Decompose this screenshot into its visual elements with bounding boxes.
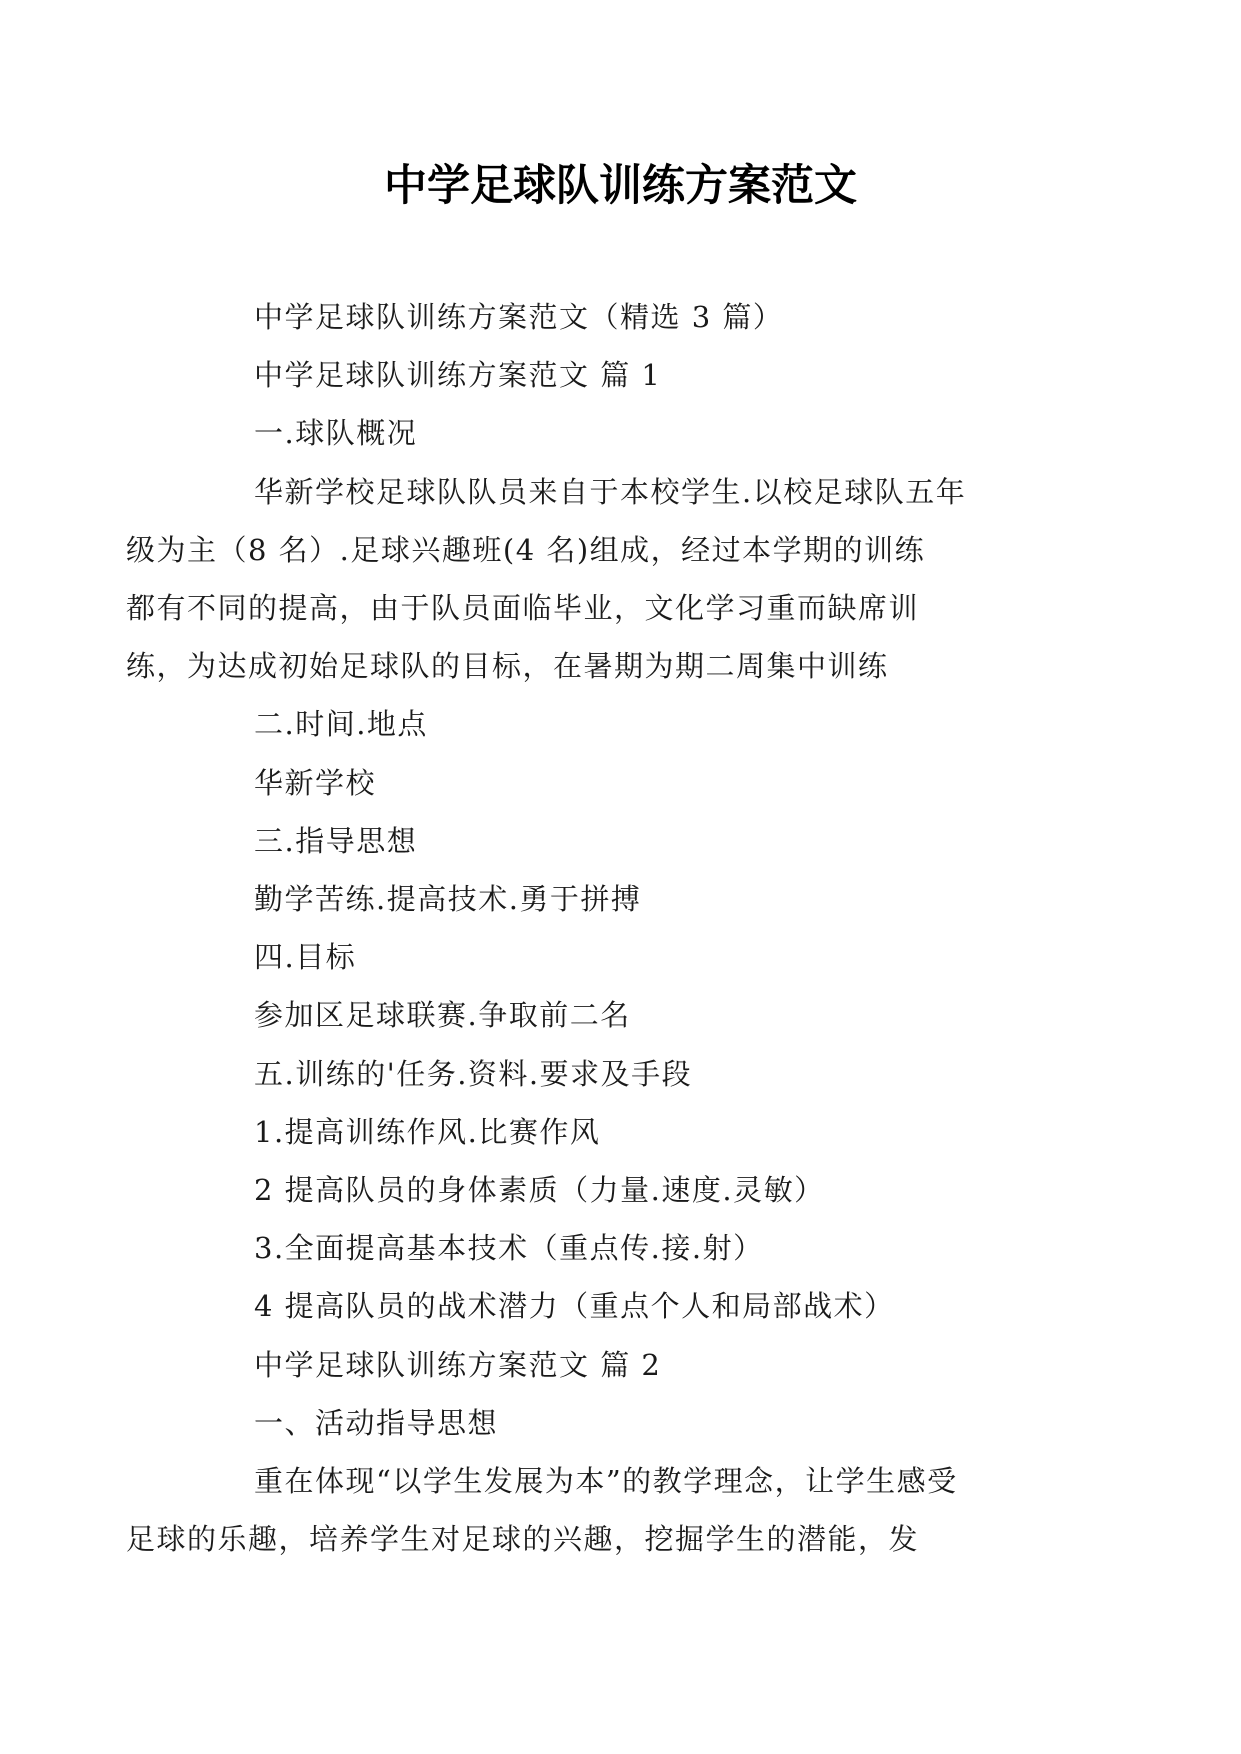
paragraph-line: 华新学校足球队队员来自于本校学生.以校足球队五年 [254,474,967,509]
paragraph-line: 一.球队概况 [254,416,418,451]
paragraph-line: 二.时间.地点 [254,707,428,742]
paragraph [190,1045,1050,1103]
document-body [126,288,1050,1568]
paragraph [190,695,1050,753]
paragraph-line: 参加区足球联赛.争取前二名 [254,998,631,1033]
document-title: 中学足球队训练方案范文 [384,161,857,211]
paragraph-line: 1.提高训练作风.比赛作风 [254,1114,601,1149]
paragraph [190,346,1050,404]
paragraph [190,928,1050,986]
paragraph-line: 四.目标 [254,940,357,975]
paragraph [190,1219,1050,1277]
paragraph [190,1161,1050,1219]
paragraph-line: 2 提高队员的身体素质（力量.速度.灵敏） [254,1173,825,1208]
paragraph [126,1452,1050,1568]
paragraph-line: 一、活动指导思想 [254,1405,499,1440]
paragraph-line: 练，为达成初始足球队的目标，在暑期为期二周集中训练 [126,649,889,684]
paragraph-line: 3.全面提高基本技术（重点传.接.射） [254,1231,764,1266]
paragraph-line: 都有不同的提高，由于队员面临毕业，文化学习重而缺席训 [126,591,920,626]
paragraph [126,463,1050,696]
paragraph [190,288,1050,346]
paragraph [190,986,1050,1044]
paragraph [190,404,1050,462]
paragraph [190,1103,1050,1161]
paragraph-line: 三.指导思想 [254,823,418,858]
paragraph-line: 足球的乐趣，培养学生对足球的兴趣，挖掘学生的潜能，发 [126,1522,920,1557]
paragraph [190,754,1050,812]
paragraph [190,870,1050,928]
paragraph [190,812,1050,870]
paragraph-line: 勤学苦练.提高技术.勇于拼搏 [254,882,642,917]
paragraph-line: 中学足球队训练方案范文（精选 3 篇） [254,300,784,334]
paragraph [190,1277,1050,1335]
paragraph-line: 中学足球队训练方案范文 篇 2 [254,1347,662,1382]
paragraph-line: 五.训练的'任务.资料.要求及手段 [254,1056,693,1091]
paragraph [190,1336,1050,1394]
paragraph-line: 4 提高队员的战术潜力（重点个人和局部战术） [254,1289,895,1324]
paragraph-line: 中学足球队训练方案范文 篇 1 [254,358,662,393]
paragraph-line: 重在体现“以学生发展为本”的教学理念，让学生感受 [254,1464,958,1499]
paragraph-line: 级为主（8 名）.足球兴趣班(4 名)组成，经过本学期的训练 [126,532,926,567]
paragraph [190,1394,1050,1452]
paragraph-line: 华新学校 [254,765,377,800]
